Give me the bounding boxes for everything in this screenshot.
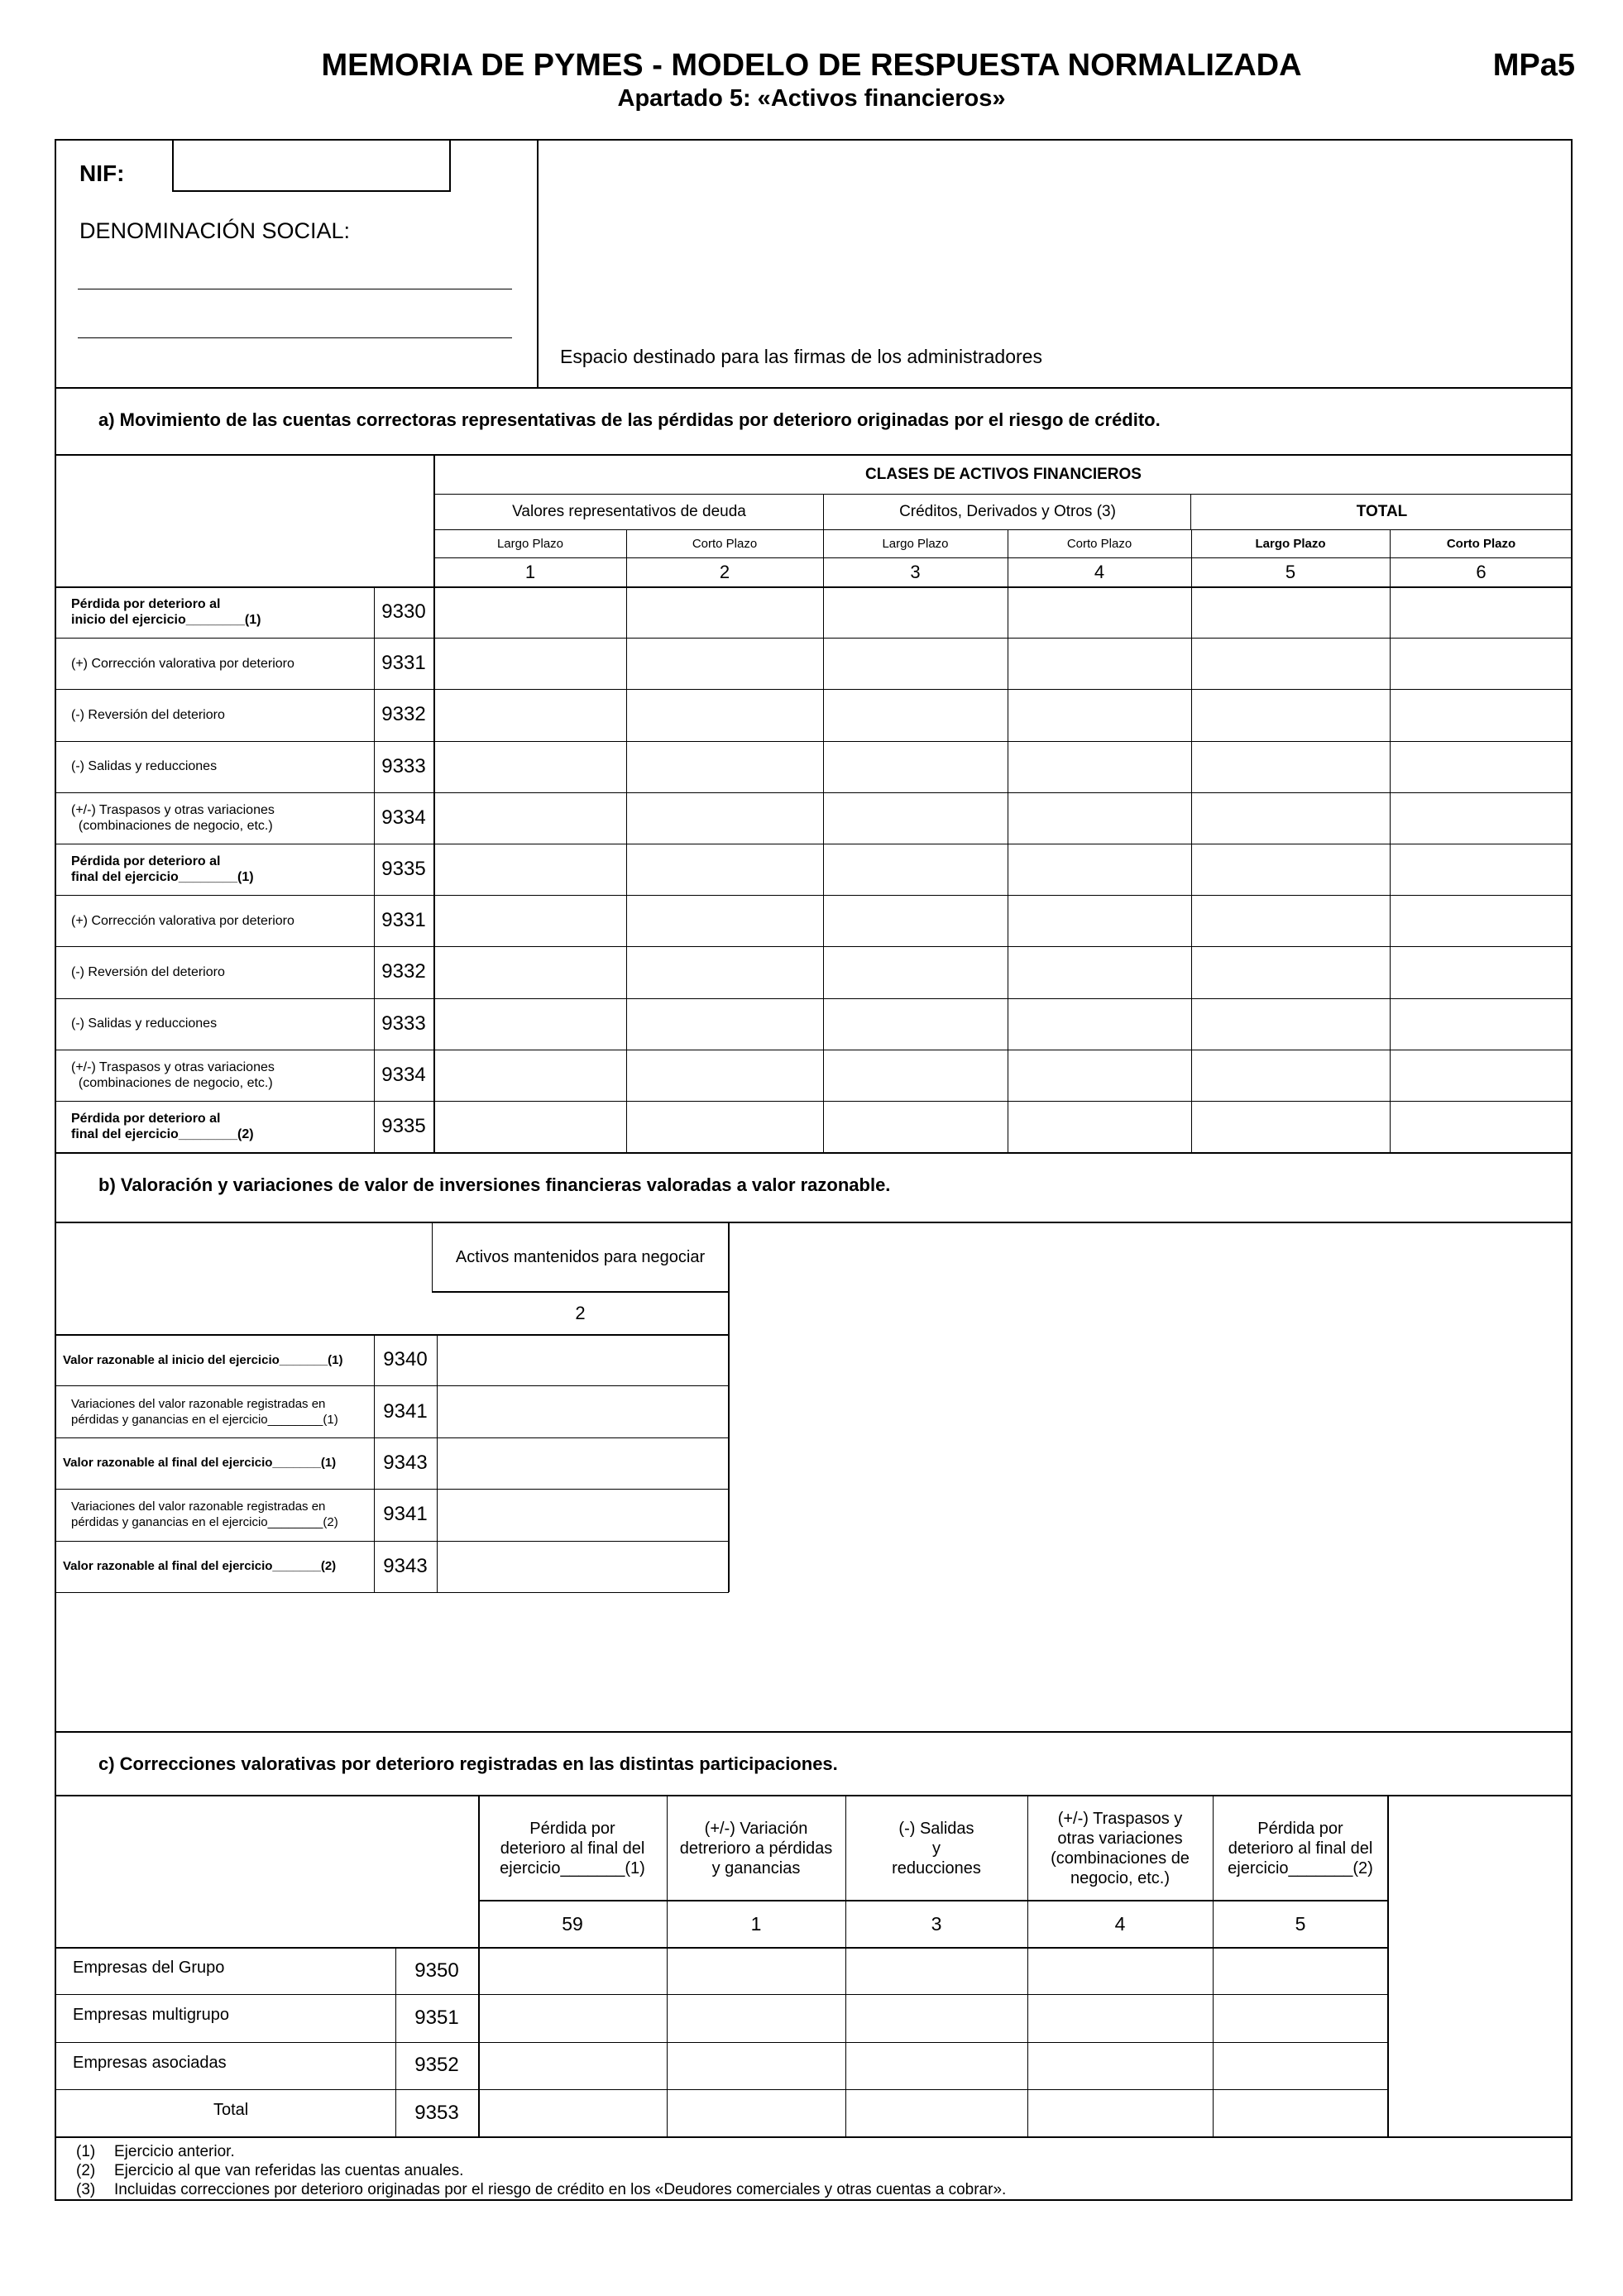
sa-row-label-text (71, 758, 217, 774)
footnote-number: (3) (76, 2181, 96, 2198)
sb-row-label-text (63, 1396, 338, 1428)
sc-value-cell[interactable] (1029, 1996, 1211, 2040)
sc-column-header-line: negocio, etc.) (1070, 1868, 1171, 1887)
sc-column-header (845, 1796, 1027, 1900)
sa-row-label-line-2: (combinaciones de negocio, etc.) (71, 818, 273, 833)
sc-column-header (667, 1796, 845, 1900)
sa-row-label-line-1: Pérdida por deterioro al (71, 854, 221, 869)
sa-value-cell[interactable] (1009, 845, 1190, 893)
sa-value-cell[interactable] (825, 743, 1006, 791)
id-bottom-line (55, 387, 1573, 389)
sa-value-cell[interactable] (825, 794, 1006, 842)
sa-row-code: 9330 (381, 600, 426, 624)
sc-column-number: 3 (931, 1913, 942, 1935)
sc-label-divider (395, 1947, 396, 2137)
sb-row-label-text (63, 1455, 336, 1471)
sc-value-cell[interactable] (668, 2091, 844, 2135)
sb-label-divider (374, 1334, 375, 1592)
sa-row-label (71, 1050, 369, 1101)
sa-value-cell[interactable] (1009, 588, 1190, 636)
sa-value-cell[interactable] (436, 691, 625, 739)
section-a-heading: a) Movimiento de las cuentas correctoras representativas de las pérdidas por deterioro originadas por el riesgo de crédito. (98, 409, 1161, 430)
sa-value-cell[interactable] (1193, 897, 1388, 945)
sa-row-label (71, 895, 369, 946)
sa-class-header-1: Valores representativos de deuda (512, 503, 746, 520)
sb-row-label (63, 1385, 374, 1437)
sb-code-divider (437, 1334, 438, 1592)
sa-value-cell[interactable] (1391, 897, 1571, 945)
sc-value-cell[interactable] (480, 2091, 665, 2135)
sa-row-label (71, 741, 369, 792)
sc-row-line (55, 1994, 1388, 1995)
sc-column-header-line: ejercicio_______(2) (1228, 1858, 1373, 1877)
sb-value-cell[interactable] (439, 1439, 725, 1487)
nif-label: NIF: (79, 160, 125, 186)
sa-row-label-text (71, 656, 294, 672)
sc-column-header-line: deterioro al final del (500, 1839, 645, 1858)
sc-column-number: 4 (1114, 1913, 1126, 1935)
sa-value-cell[interactable] (825, 1000, 1006, 1048)
sc-column-number: 59 (562, 1913, 583, 1935)
sc-column-header-line: deterioro al final del (1228, 1839, 1373, 1858)
sa-value-cell[interactable] (436, 1051, 625, 1099)
sa-value-cell[interactable] (628, 897, 821, 945)
sa-row-label-text (71, 707, 225, 723)
sa-row-label-line-1: Pérdida por deterioro al (71, 597, 221, 612)
sb-right-border (728, 1222, 730, 1592)
sa-class-header-2: Créditos, Derivados y Otros (3) (899, 503, 1116, 520)
sa-value-cell[interactable] (1193, 1051, 1388, 1099)
sa-value-cell[interactable] (1009, 794, 1190, 842)
sa-row-label-line-1: (-) Salidas y reducciones (71, 759, 218, 774)
sa-value-cell[interactable] (1009, 897, 1190, 945)
sa-value-cell[interactable] (1009, 743, 1190, 791)
sc-row-label: Empresas multigrupo (73, 2006, 229, 2025)
sa-row-code: 9334 (381, 806, 426, 829)
sa-row-label (71, 946, 369, 997)
sa-value-cell[interactable] (436, 897, 625, 945)
sa-row-label-line-2: final del ejercicio________(2) (71, 1127, 254, 1142)
sb-value-cell[interactable] (439, 1336, 725, 1384)
sa-value-cell[interactable] (436, 948, 625, 996)
sb-row-label-line-1: Variaciones del valor razonable registradas en (71, 1500, 326, 1514)
denominacion-label: DENOMINACIÓN SOCIAL: (79, 218, 351, 243)
sa-row-label-text (71, 913, 294, 929)
sa-row-line (55, 895, 1573, 896)
sc-value-cell[interactable] (480, 1949, 665, 1992)
sa-value-cell[interactable] (825, 588, 1006, 636)
sa-row-line (55, 998, 1573, 999)
sa-label-divider (374, 586, 375, 1153)
sa-row-label-line-1: (-) Reversión del deterioro (71, 964, 225, 979)
sc-row-code: 9352 (414, 2054, 459, 2077)
sc-value-cell[interactable] (1214, 1949, 1386, 1992)
sc-value-cell[interactable] (847, 1996, 1026, 2040)
sc-value-cell[interactable] (1029, 2044, 1211, 2088)
sa-value-cell[interactable] (1391, 743, 1571, 791)
sa-column-number: 6 (1476, 562, 1487, 582)
sa-value-cell[interactable] (628, 1000, 821, 1048)
sb-row-label-line-2: pérdidas y ganancias en el ejercicio________(1) (71, 1412, 338, 1427)
sa-row-label-line-2: inicio del ejercicio________(1) (71, 613, 261, 628)
sa-value-cell[interactable] (1391, 948, 1571, 996)
sa-row-label-text (71, 596, 261, 628)
sb-row-label-text (63, 1558, 336, 1574)
sa-row-label (71, 792, 369, 844)
sa-row-line (55, 1101, 1573, 1102)
sc-value-cell[interactable] (480, 1996, 665, 2040)
sc-column-divider (845, 1795, 846, 2137)
sa-row-line (55, 638, 1573, 639)
sa-value-cell[interactable] (436, 845, 625, 893)
sa-row-line (55, 741, 1573, 742)
sc-column-header-line: (-) Salidas (898, 1819, 974, 1838)
sc-column-header-line: y (932, 1839, 941, 1858)
firmas-text: Espacio destinado para las firmas de los administradores (560, 346, 1042, 367)
sa-value-cell[interactable] (825, 948, 1006, 996)
sa-value-cell[interactable] (1391, 691, 1571, 739)
footnote-text: Incluidas correcciones por deterioro originadas por el riesgo de crédito en los «Deudores comerciales y otras cuentas a cobrar». (114, 2181, 1007, 2198)
sa-term-header: Corto Plazo (1446, 537, 1516, 551)
sb-row-label (63, 1489, 374, 1540)
sb-row-code: 9340 (383, 1348, 428, 1371)
id-divider (537, 139, 539, 388)
sa-row-code: 9333 (381, 1012, 426, 1035)
sa-value-cell[interactable] (1193, 639, 1388, 687)
section-c-top-line (55, 1731, 1573, 1733)
sa-row-label-text (71, 854, 254, 885)
sa-value-cell[interactable] (1193, 588, 1388, 636)
sa-value-cell[interactable] (1391, 1000, 1571, 1048)
sc-column-header-line: (combinaciones de (1051, 1849, 1190, 1868)
sa-value-cell[interactable] (1391, 1103, 1571, 1150)
sa-row-label-text (71, 964, 225, 980)
sb-row-label-line-1: Valor razonable al final del ejercicio_______(1) (63, 1456, 337, 1471)
sa-value-cell[interactable] (628, 639, 821, 687)
section-b-heading: b) Valoración y variaciones de valor de inversiones financieras valoradas a valor razonable. (98, 1174, 891, 1195)
sa-value-cell[interactable] (1193, 743, 1388, 791)
sa-row-label-text (71, 1060, 275, 1091)
sa-row-label (71, 638, 369, 689)
sa-row-code: 9335 (381, 858, 426, 881)
sa-row-label-line-2: final del ejercicio________(1) (71, 870, 254, 885)
sc-column-header-line: otras variaciones (1057, 1829, 1183, 1848)
sa-value-cell[interactable] (628, 743, 821, 791)
sa-class-header-3: TOTAL (1356, 503, 1408, 520)
sa-column-number: 3 (910, 562, 921, 582)
section-b-top-line (55, 1222, 1573, 1223)
sa-class-divider-1 (823, 494, 824, 530)
sb-row-label-line-1: Valor razonable al final del ejercicio_______(2) (63, 1559, 337, 1574)
sa-value-cell[interactable] (628, 948, 821, 996)
sc-column-header-line: Pérdida por (529, 1819, 615, 1838)
sc-bottom-line (55, 2136, 1573, 2138)
sa-row-label-line-2: (combinaciones de negocio, etc.) (71, 1075, 273, 1090)
sb-column-header: Activos mantenidos para negociar (455, 1247, 706, 1266)
sa-column-divider (626, 530, 627, 1152)
sc-column-divider (1027, 1795, 1028, 2137)
sc-value-cell[interactable] (480, 2044, 665, 2088)
sc-column-header-line: Pérdida por (1257, 1819, 1343, 1838)
sa-value-cell[interactable] (436, 1103, 625, 1150)
sb-column-number: 2 (575, 1303, 586, 1323)
sa-row-label (71, 586, 369, 638)
sa-row-code: 9333 (381, 754, 426, 777)
sb-row-label (63, 1541, 374, 1592)
nif-input[interactable] (172, 139, 451, 192)
sa-value-cell[interactable] (1193, 691, 1388, 739)
sb-value-cell[interactable] (439, 1387, 725, 1435)
sc-column-number: 5 (1295, 1913, 1306, 1935)
sa-value-cell[interactable] (825, 639, 1006, 687)
sa-row-label-line-1: (+/-) Traspasos y otras variaciones (71, 1060, 275, 1074)
sa-row-label-text (71, 1016, 217, 1031)
sa-column-number: 1 (524, 562, 536, 582)
sb-row-line (55, 1592, 729, 1593)
sc-row-code: 9350 (414, 1959, 459, 1982)
sa-value-cell[interactable] (628, 588, 821, 636)
sa-term-header: Largo Plazo (882, 537, 949, 551)
sc-value-cell[interactable] (1214, 2091, 1386, 2135)
sc-value-cell[interactable] (847, 2091, 1026, 2135)
sb-row-code: 9343 (383, 1451, 428, 1474)
sc-row-label: Total (213, 2101, 249, 2120)
sa-row-code: 9331 (381, 909, 426, 932)
sa-row-label (71, 1101, 369, 1152)
sb-row-label (63, 1437, 374, 1489)
sb-row-code: 9343 (383, 1554, 428, 1577)
sa-column-divider (823, 530, 824, 1152)
sa-value-cell[interactable] (628, 1051, 821, 1099)
sa-row-line (55, 946, 1573, 947)
sa-column-divider (1191, 530, 1192, 1152)
sc-column-header-line: reducciones (892, 1858, 981, 1877)
sc-column-header (1027, 1796, 1213, 1900)
sc-value-cell[interactable] (847, 2044, 1026, 2088)
sc-column-header-line: y ganancias (711, 1858, 801, 1877)
section-a-bottom-line (55, 1152, 1573, 1154)
sa-value-cell[interactable] (436, 1000, 625, 1048)
sa-term-header: Largo Plazo (1255, 537, 1326, 551)
sa-value-cell[interactable] (1391, 845, 1571, 893)
sa-row-label-text (71, 802, 275, 834)
sa-value-cell[interactable] (825, 1051, 1006, 1099)
section-c-heading: c) Correcciones valorativas por deterioro registradas en las distintas participaciones. (98, 1753, 838, 1774)
sc-row-line (55, 2042, 1388, 2043)
sa-column-number: 2 (719, 562, 730, 582)
sc-value-cell[interactable] (1029, 2091, 1211, 2135)
sa-term-header: Corto Plazo (1066, 537, 1132, 551)
sa-row-code: 9335 (381, 1115, 426, 1138)
sa-row-label-line-1: (+) Corrección valorativa por deterioro (71, 913, 294, 928)
sa-row-code: 9331 (381, 652, 426, 675)
sa-value-cell[interactable] (825, 845, 1006, 893)
sa-value-cell[interactable] (1193, 1103, 1388, 1150)
document-title: MEMORIA DE PYMES - MODELO DE RESPUESTA NORMALIZADA (321, 48, 1302, 83)
sa-value-cell[interactable] (825, 1103, 1006, 1150)
sa-value-cell[interactable] (1009, 1103, 1190, 1150)
sc-line-2 (478, 1900, 1388, 1901)
sa-term-header: Largo Plazo (496, 537, 564, 551)
sc-value-cell[interactable] (1214, 2044, 1386, 2088)
sc-value-cell[interactable] (668, 1996, 844, 2040)
sa-value-cell[interactable] (436, 743, 625, 791)
sa-term-header: Corto Plazo (692, 537, 758, 551)
sa-row-label-line-1: (-) Reversión del deterioro (71, 707, 225, 722)
sc-row-code: 9353 (414, 2101, 459, 2124)
sa-row-label (71, 844, 369, 895)
sa-row-label-line-1: (+/-) Traspasos y otras variaciones (71, 802, 275, 817)
sa-value-cell[interactable] (1193, 948, 1388, 996)
sb-value-cell[interactable] (439, 1490, 725, 1538)
sc-column-header-line: detrerioro a pérdidas (679, 1839, 833, 1858)
sc-value-cell[interactable] (1214, 1996, 1386, 2040)
sa-value-cell[interactable] (628, 794, 821, 842)
sa-column-number: 4 (1094, 562, 1105, 582)
sb-row-label-text (63, 1499, 338, 1530)
sa-value-cell[interactable] (628, 691, 821, 739)
sa-class-divider-2 (1190, 494, 1191, 530)
form-code: MPa5 (1492, 48, 1575, 83)
sa-value-cell[interactable] (825, 897, 1006, 945)
sb-row-label-line-2: pérdidas y ganancias en el ejercicio________(2) (71, 1515, 338, 1530)
sa-row-code: 9334 (381, 1063, 426, 1086)
sc-column-header-line: (+/-) Variación (704, 1819, 808, 1838)
sa-value-cell[interactable] (1009, 691, 1190, 739)
sa-row-label (71, 998, 369, 1050)
sc-row-label: Empresas asociadas (73, 2053, 227, 2072)
sa-row-label-line-1: (-) Salidas y reducciones (71, 1016, 218, 1031)
sa-value-cell[interactable] (628, 845, 821, 893)
sa-value-cell[interactable] (1391, 588, 1571, 636)
footnote-text: Ejercicio anterior. (114, 2143, 235, 2160)
sc-value-cell[interactable] (668, 1949, 844, 1992)
document-subtitle: Apartado 5: «Activos financieros» (617, 85, 1006, 112)
sa-group-header: CLASES DE ACTIVOS FINANCIEROS (865, 466, 1142, 483)
sa-value-cell[interactable] (436, 794, 625, 842)
sc-left-data-border (478, 1795, 480, 2137)
sb-row-code: 9341 (383, 1399, 428, 1423)
sb-row-code: 9341 (383, 1503, 428, 1526)
sb-row-label-line-1: Variaciones del valor razonable registradas en (71, 1396, 326, 1411)
sb-value-cell[interactable] (439, 1543, 725, 1590)
sa-value-cell[interactable] (825, 691, 1006, 739)
sa-value-cell[interactable] (1009, 1000, 1190, 1048)
sc-column-divider (667, 1795, 668, 2137)
sa-value-cell[interactable] (628, 1103, 821, 1150)
sa-row-line (55, 689, 1573, 690)
sc-value-cell[interactable] (847, 1949, 1026, 1992)
sa-row-code: 9332 (381, 960, 426, 983)
sa-row-line (55, 792, 1573, 793)
sb-row-label-text (63, 1352, 343, 1368)
footnote-number: (2) (76, 2162, 96, 2179)
sa-value-cell[interactable] (1009, 1051, 1190, 1099)
sc-row-line (55, 2089, 1388, 2090)
sc-column-header-line: (+/-) Traspasos y (1057, 1809, 1183, 1828)
sc-row-code: 9351 (414, 2006, 459, 2029)
sc-column-header-line: ejercicio_______(1) (500, 1858, 645, 1877)
sa-value-cell[interactable] (1391, 1051, 1571, 1099)
sa-row-label-text (71, 1111, 254, 1142)
sa-row-label-line-1: Pérdida por deterioro al (71, 1112, 221, 1126)
sc-column-header (1213, 1796, 1388, 1900)
sa-value-cell[interactable] (436, 588, 625, 636)
sa-row-code: 9332 (381, 703, 426, 726)
sa-value-cell[interactable] (1009, 639, 1190, 687)
footnote-number: (1) (76, 2143, 96, 2160)
denominacion-line-2[interactable] (78, 337, 512, 338)
sa-row-label-line-1: (+) Corrección valorativa por deterioro (71, 656, 294, 671)
sa-column-number: 5 (1285, 562, 1296, 582)
sc-row-label: Empresas del Grupo (73, 1959, 225, 1978)
sa-value-cell[interactable] (1391, 639, 1571, 687)
sa-row-label (71, 689, 369, 740)
sc-column-divider (1213, 1795, 1214, 2137)
sc-value-cell[interactable] (668, 2044, 844, 2088)
footnote-text: Ejercicio al que van referidas las cuentas anuales. (114, 2162, 464, 2179)
sa-value-cell[interactable] (1391, 794, 1571, 842)
sa-value-cell[interactable] (1193, 1000, 1388, 1048)
sc-right-border (1387, 1795, 1389, 2137)
sc-column-header (478, 1796, 667, 1900)
sa-value-cell[interactable] (1193, 794, 1388, 842)
sa-value-cell[interactable] (436, 639, 625, 687)
sa-value-cell[interactable] (1009, 948, 1190, 996)
sb-row-label-line-1: Valor razonable al inicio del ejercicio_______(1) (63, 1352, 343, 1367)
sc-value-cell[interactable] (1029, 1949, 1211, 1992)
sa-value-cell[interactable] (1193, 845, 1388, 893)
sc-column-number: 1 (750, 1913, 762, 1935)
sb-row-label (63, 1334, 374, 1385)
sa-column-divider (1390, 530, 1391, 1152)
